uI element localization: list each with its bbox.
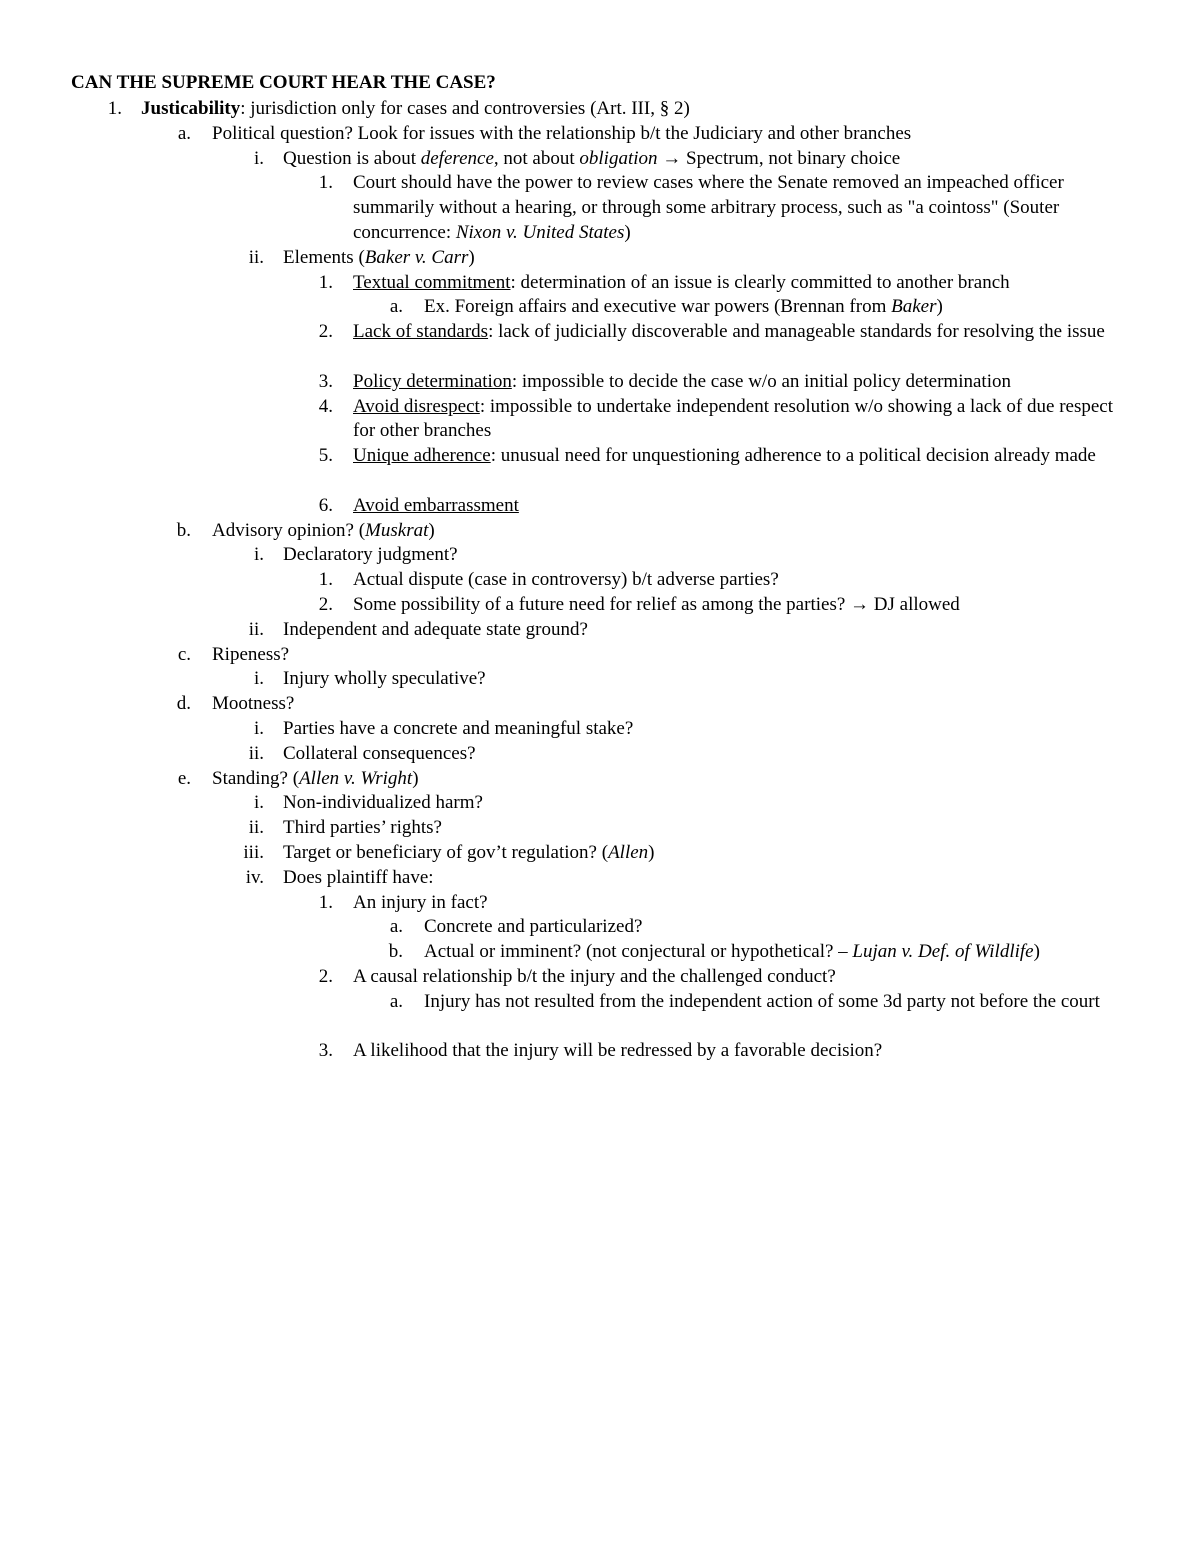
outline-item [0, 395, 1200, 445]
text-run: ) [936, 296, 943, 318]
outline-text [283, 717, 1130, 742]
text-run: , not about [493, 147, 580, 169]
outline-marker: ii. [248, 742, 264, 764]
text-run: A causal relationship b/t the injury and the challenged conduct? [353, 966, 836, 987]
outline-item [0, 494, 1200, 519]
text-run: Ripeness? [212, 643, 290, 665]
outline-marker: 1. [318, 172, 333, 194]
outline-item [0, 742, 1200, 767]
text-run: ) [412, 767, 419, 789]
outline-text [283, 147, 1130, 172]
outline-item [0, 791, 1200, 816]
outline-text [353, 171, 1130, 245]
outline-marker: e. [177, 767, 191, 789]
outline-text [283, 841, 1130, 866]
outline-item [0, 97, 1200, 122]
outline-marker: b. [388, 941, 403, 963]
outline-item [0, 147, 1200, 172]
outline-marker: ii. [248, 817, 264, 839]
outline-marker: i. [253, 668, 264, 690]
text-run: Question is about [283, 147, 421, 169]
text-run: : impossible to decide the case w/o an initial policy determination [511, 370, 1011, 392]
outline-item [0, 320, 1200, 370]
outline-marker: a. [389, 296, 403, 318]
text-run: Collateral consequences? [283, 742, 476, 764]
outline-item [0, 767, 1200, 792]
outline-marker: 1. [107, 98, 122, 119]
outline-text [424, 915, 1130, 940]
text-run: : unusual need for unquestioning adherence to a political decision already made [490, 445, 1096, 467]
outline-text [283, 816, 1130, 841]
outline-marker: 1. [318, 569, 333, 591]
text-run: Lack of standards [353, 321, 489, 343]
text-run: Independent and adequate state ground? [283, 618, 588, 640]
text-run: Some possibility of a future need for relief as among the parties? → DJ allowed [353, 594, 960, 615]
text-run: An injury in fact? [353, 891, 488, 913]
text-run: Allen v. Wright [299, 767, 413, 789]
outline-text [212, 692, 1130, 717]
outline-text [424, 940, 1130, 965]
text-run: ) [468, 246, 475, 268]
outline-marker: 2. [318, 966, 333, 987]
outline-item [0, 717, 1200, 742]
outline-item [0, 841, 1200, 866]
outline-marker: 5. [318, 445, 333, 467]
text-run: A likelihood that the injury will be redressed by a favorable decision? [353, 1040, 883, 1062]
text-run: Avoid embarrassment [353, 494, 519, 516]
text-run: ) [1033, 941, 1040, 963]
outline-text [283, 618, 1130, 643]
outline-marker: a. [389, 916, 403, 938]
outline-text [283, 667, 1130, 692]
text-run: Target or beneficiary of gov’t regulation? ( [283, 842, 609, 863]
outline-marker: 3. [318, 370, 333, 392]
text-run: Unique adherence [353, 445, 491, 467]
text-run: Non-individualized harm? [283, 792, 483, 814]
outline-text [283, 791, 1130, 816]
outline-marker: a. [177, 122, 191, 144]
outline-marker: ii. [248, 246, 264, 268]
outline-marker: 1. [318, 271, 333, 293]
outline-item [0, 444, 1200, 494]
text-run: ) [648, 842, 655, 863]
outline-marker: 6. [318, 494, 333, 516]
text-run: Mootness? [212, 693, 295, 715]
outline-marker: 2. [318, 321, 333, 343]
text-run: Concrete and particularized? [424, 916, 643, 938]
text-run: Does plaintiff have: [283, 866, 434, 888]
text-run: Political question? Look for issues with the relationship b/t the Judiciary and other branches [212, 122, 912, 144]
outline-item [0, 940, 1200, 965]
text-run: Injury has not resulted from the independent action of some 3d party not before the court [424, 990, 1100, 1012]
outline-item [0, 643, 1200, 668]
text-run: Advisory opinion? ( [212, 519, 366, 541]
outline-marker: i. [253, 147, 264, 169]
outline-item [0, 370, 1200, 395]
outline-text [424, 295, 1130, 320]
outline-marker: iv. [245, 866, 264, 888]
text-run: ) [624, 221, 631, 243]
outline-text [212, 519, 1130, 544]
text-run: deference [420, 147, 494, 169]
outline-item [0, 171, 1200, 245]
text-run: Justicability [141, 98, 241, 119]
outline-marker: b. [176, 519, 191, 541]
outline-text [353, 320, 1130, 345]
text-run: Muskrat [365, 519, 429, 541]
outline-item [0, 122, 1200, 147]
outline-item [0, 519, 1200, 544]
outline-marker: ii. [248, 618, 264, 640]
text-run: Injury wholly speculative? [283, 668, 486, 690]
text-run: Parties have a concrete and meaningful stake? [283, 718, 634, 739]
text-run: : impossible to undertake independent resolution w/o showing a lack of due respect for other branches [353, 395, 1113, 442]
outline-text [353, 1039, 1130, 1064]
text-run: Avoid disrespect [353, 395, 480, 417]
page-title: CAN THE SUPREME COURT HEAR THE CASE? [71, 72, 496, 93]
outline-item [0, 990, 1200, 1040]
outline-item [0, 295, 1200, 320]
text-run: Actual dispute (case in controversy) b/t adverse parties? [353, 569, 779, 591]
outline-marker: i. [253, 718, 264, 739]
text-run: obligation [579, 147, 658, 169]
outline-item [0, 271, 1200, 296]
outline-text [353, 494, 1130, 519]
outline-item [0, 543, 1200, 568]
outline-text [353, 370, 1130, 395]
outline-item [0, 568, 1200, 593]
outline-marker: 1. [318, 891, 333, 913]
outline-marker: a. [389, 990, 403, 1012]
outline-text [353, 395, 1130, 445]
outline-text [283, 246, 1130, 271]
outline-text [353, 444, 1130, 469]
outline-text [212, 767, 1130, 792]
text-run: Allen [608, 842, 649, 863]
outline-text [212, 643, 1130, 668]
text-run: Baker [891, 296, 937, 318]
outline-marker: i. [253, 544, 264, 566]
outline-text [353, 593, 1130, 618]
text-run: ) [428, 519, 435, 541]
outline-item [0, 667, 1200, 692]
outline-marker: 4. [318, 395, 333, 417]
text-run: Baker v. Carr [364, 246, 469, 268]
outline-marker: iii. [243, 842, 264, 863]
outline-marker: 2. [318, 594, 333, 615]
outline-marker: d. [176, 693, 191, 715]
text-run: Actual or imminent? (not conjectural or hypothetical? – [424, 941, 853, 963]
outline-item [0, 246, 1200, 271]
outline-marker: i. [253, 792, 264, 814]
text-run: Court should have the power to review cases where the Senate removed an impeached officer summarily without a hearing, or through some arbitrary process, such as "a cointoss" (Souter concurrence: [353, 172, 1064, 243]
outline-text [353, 891, 1130, 916]
text-run: : determination of an issue is clearly committed to another branch [510, 271, 1010, 293]
text-run: Ex. Foreign affairs and executive war powers (Brennan from [424, 296, 892, 318]
text-run: : jurisdiction only for cases and controversies (Art. III, § 2) [240, 98, 690, 119]
text-run: Textual commitment [353, 271, 511, 293]
outline-item [0, 593, 1200, 618]
outline-item [0, 618, 1200, 643]
outline-text [353, 271, 1130, 296]
outline-item [0, 965, 1200, 990]
text-run: Lujan v. Def. of Wildlife [852, 941, 1034, 963]
outline-text [424, 990, 1130, 1015]
text-run: Policy determination [353, 370, 512, 392]
text-run: Standing? ( [212, 767, 300, 789]
outline-text [283, 543, 1130, 568]
outline-text [212, 122, 1130, 147]
outline-item [0, 891, 1200, 916]
outline-text [141, 97, 1130, 122]
outline-item [0, 692, 1200, 717]
outline-item [0, 915, 1200, 940]
text-run: Nixon v. United States [455, 221, 625, 243]
outline-item [0, 816, 1200, 841]
outline-text [283, 866, 1130, 891]
outline-marker: 3. [318, 1040, 333, 1062]
outline-item [0, 866, 1200, 891]
text-run: Elements ( [283, 246, 365, 268]
outline-marker: c. [177, 643, 191, 665]
text-run: Third parties’ rights? [283, 817, 442, 839]
text-run: → Spectrum, not binary choice [657, 147, 901, 169]
text-run: : lack of judicially discoverable and manageable standards for resolving the issue [488, 321, 1105, 343]
outline-text [283, 742, 1130, 767]
outline-item [0, 1039, 1200, 1064]
outline-text [353, 568, 1130, 593]
outline-text [353, 965, 1130, 990]
text-run: Declaratory judgment? [283, 544, 458, 566]
